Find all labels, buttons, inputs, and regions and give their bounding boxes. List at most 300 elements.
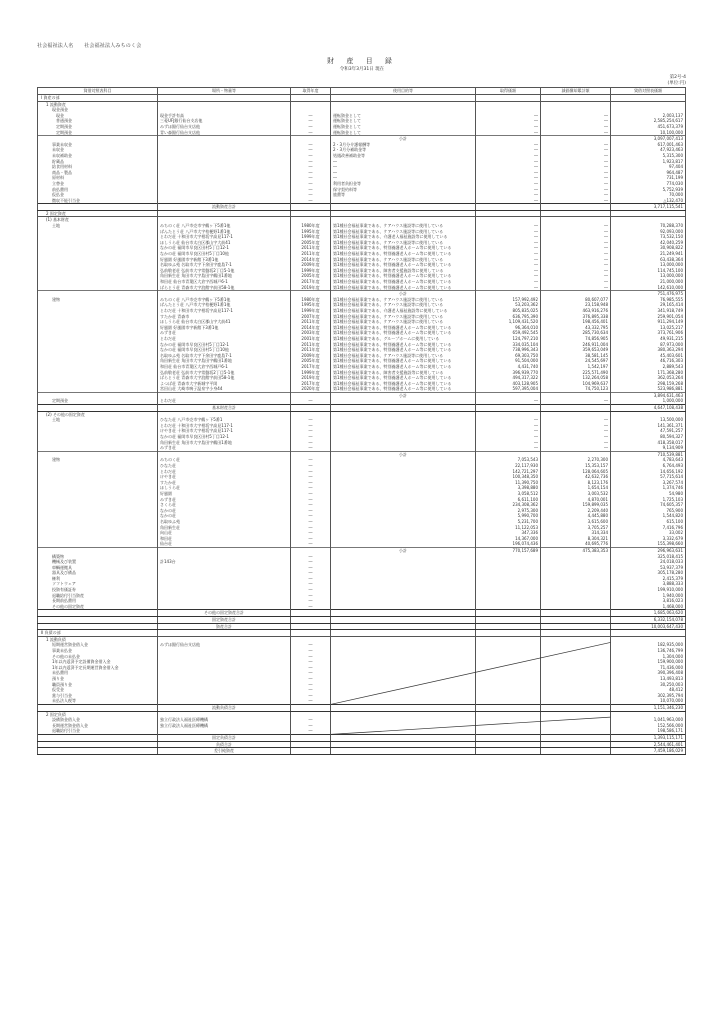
depreciation-cell: ― [541,434,611,440]
acquisition-cell [476,748,541,755]
purpose-cell: 第1種社会福祉事業である、特別養護老人ホーム等に使用している [331,347,476,353]
book-value-cell: 390,396,408 [611,670,686,676]
column-header: 貸借対照表科目 [38,88,158,95]
subject-cell [38,204,158,211]
book-value-cell: 2,889,543 [611,364,686,370]
book-value-cell: 33,002 [611,530,686,536]
book-value-cell: 47,923,463 [611,147,686,153]
acquisition-cell: ― [476,142,541,148]
year-cell: 1999年度 [291,370,331,376]
year-cell: ― [291,593,331,599]
acquisition-cell [476,734,541,741]
location-cell: 和田荘 仙台市青葉区大倉字西城戸6-1 [158,279,291,285]
subject-cell [38,748,158,755]
purpose-cell [331,95,476,102]
acquisition-cell: ― [476,234,541,240]
depreciation-cell [541,734,611,741]
acquisition-cell [476,204,541,211]
depreciation-cell: ― [541,279,611,285]
location-cell: ばらとう荘 青森市大字浪館字前田58-1他 [158,285,291,291]
purpose-cell: 運転資金として [331,130,476,136]
subject-cell [38,734,158,741]
book-value-cell: 615,100 [611,519,686,525]
book-value-cell: 1,041,963,000 [611,717,686,723]
depreciation-cell: ― [541,251,611,257]
org-name: 社会福祉法人みちのく会 [84,43,142,49]
book-value-cell: 1,468,000 [611,604,686,610]
year-cell: ― [291,559,331,565]
year-cell: ― [291,485,331,491]
depreciation-cell: 74,750,123 [541,386,611,392]
purpose-cell: 小計 [331,547,476,553]
year-cell: 2003年度 [291,330,331,336]
depreciation-cell [541,405,611,412]
purpose-cell: ― [331,175,476,181]
acquisition-cell: 770,157,689 [476,547,541,553]
book-value-cell: 3,267,574 [611,480,686,486]
location-cell: みちのく荘 八戸市売市字鶴ヶ下5番1他 [158,223,291,229]
year-cell: 2011年度 [291,347,331,353]
purpose-cell: 第1種社会福祉事業である、特別養護老人ホーム等に使用している [331,381,476,387]
year-cell: ― [291,124,331,130]
book-value-cell: 1,393,115,171 [611,734,686,741]
depreciation-cell: ― [541,198,611,204]
depreciation-cell: 4,445,880 [541,513,611,519]
total-row [38,734,686,741]
location-cell: 計143台 [158,559,291,565]
year-cell: ― [291,565,331,571]
book-value-cell: 97,404 [611,164,686,170]
acquisition-cell: 157,992,492 [476,297,541,303]
subject-cell: 定期預金 [38,130,158,136]
book-value-cell: 10,100,000 [611,130,686,136]
location-cell: 流動資産合計 [158,204,291,211]
book-value-cell: 70,000 [611,192,686,198]
depreciation-cell: 42,632,736 [541,474,611,480]
depreciation-cell: 246,911,004 [541,342,611,348]
depreciation-cell: 15,353,157 [541,463,611,469]
depreciation-cell: ― [541,417,611,423]
location-cell: 名取ゆふ苑 [158,519,291,525]
year-cell: 1999年度 [291,234,331,240]
year-cell: ― [291,417,331,423]
location-cell: 仙台荘 [158,541,291,547]
depreciation-cell: 3,615,600 [541,519,611,525]
depreciation-cell: ― [541,124,611,130]
purpose-cell: 第1種社会福祉事業である、介護老人福祉施設等に使用している [331,234,476,240]
section-row [38,210,686,217]
unit-label: (単位:円) [667,81,686,86]
book-value-cell [611,210,686,217]
location-cell: 宮田山荘 大崎市鳴子温泉字小身44 [158,386,291,392]
book-value-cell: 152,566,000 [611,723,686,729]
acquisition-cell: ― [476,159,541,165]
location-cell: 向山荘 [158,530,291,536]
book-value-cell: 42,040,259 [611,240,686,246]
acquisition-cell: ― [476,229,541,235]
year-cell: ― [291,604,331,610]
acquisition-cell: ― [476,175,541,181]
book-value-cell: 24,018,033 [611,559,686,565]
book-value-cell: 182,935,000 [611,642,686,648]
acquisition-cell: 403,128,905 [476,381,541,387]
year-cell: ― [291,469,331,475]
book-value-cell: 171,368,280 [611,370,686,376]
subject-cell [38,704,158,711]
location-cell: とわだ荘 [158,398,291,404]
location-cell: 負債合計 [158,741,291,748]
year-cell: ― [291,723,331,729]
subject-cell: 長期運営資金借入金 [38,723,158,729]
acquisition-cell: 96,364,010 [476,325,541,331]
book-value-cell [611,95,686,102]
acquisition-cell [476,630,541,637]
location-cell: 好風園 好風園市字新館下3番1他 [158,325,291,331]
book-value-cell: 380,363,294 [611,347,686,353]
location-cell: 独立行政法人福祉医療機構 [158,717,291,723]
subject-cell: 未収金 [38,147,158,153]
subject-cell: 仮受金 [38,687,158,693]
location-cell: みずほ銀行仙台支店他 [158,124,291,130]
location-cell: 青い森銀行仙台支店他 [158,130,291,136]
depreciation-cell: ― [541,118,611,124]
depreciation-cell: 1,542,197 [541,364,611,370]
year-cell: ― [291,147,331,153]
depreciation-cell: ― [541,164,611,170]
book-value-cell: 911,294,149 [611,319,686,325]
acquisition-cell: 4,431,740 [476,364,541,370]
acquisition-cell: ― [476,245,541,251]
depreciation-cell: ― [541,257,611,263]
book-value-cell: 7,416,796 [611,525,686,531]
acquisition-cell: 91,504,000 [476,358,541,364]
org-type-label: 社会福祉法人名 [37,43,74,49]
purpose-cell: 第1種社会福祉事業である、ケアハウス施設等に使用している [331,297,476,303]
acquisition-cell: 805,835,025 [476,308,541,314]
year-cell: ― [291,445,331,451]
depreciation-cell [541,623,611,630]
book-value-cell: 13,500,000 [611,417,686,423]
acquisition-cell: ― [476,198,541,204]
acquisition-cell [476,610,541,617]
book-value-cell: 92,093,000 [611,229,686,235]
property-register-table [37,87,686,755]
total-row [38,204,686,211]
book-value-cell: 3,332,679 [611,536,686,542]
depreciation-cell [541,704,611,711]
depreciation-cell: ― [541,398,611,404]
subject-cell: 権利 [38,576,158,582]
depreciation-cell: 38,581,145 [541,353,611,359]
subject-cell [38,741,158,748]
depreciation-cell: 2,270,300 [541,457,611,463]
acquisition-cell: 659,492,545 [476,330,541,336]
depreciation-cell: ― [541,262,611,268]
subject-cell: 未払法人税等 [38,698,158,704]
purpose-cell: 第1種社会福祉事業である、ケアハウス施設等に使用している [331,240,476,246]
book-value-cell [611,630,686,637]
location-cell: なかの荘 福岡市早良区田村5丁目12-1 [158,342,291,348]
book-value-cell: 1,923,817 [611,159,686,165]
book-value-cell: 71,436,000 [611,665,686,671]
year-cell: ― [291,497,331,503]
subject-cell: その他の固定資産 [38,604,158,610]
location-cell: とわだ荘 [158,469,291,475]
depreciation-cell: 198,456,401 [541,319,611,325]
book-value-cell: 114,745,100 [611,268,686,274]
depreciation-cell: ― [541,147,611,153]
depreciation-cell: 2,209,440 [541,508,611,514]
book-value-cell: 2,003,137 [611,113,686,119]
subject-cell: 2 固定負債 [38,711,158,717]
location-cell: とわだ荘 十和田市大字相坂字高見117-1 [158,308,291,314]
purpose-cell: 第1種社会福祉事業である、ケアハウス施設等に使用している [331,257,476,263]
location-cell: 角田新生荘 角田市大字島田字鶴田1番地 [158,440,291,446]
depreciation-cell: 43,332,795 [541,325,611,331]
book-value-cell: 9,134,909 [611,445,686,451]
subject-cell: 1 流動資産 [38,101,158,107]
acquisition-cell: ― [476,417,541,423]
acquisition-cell: ― [476,130,541,136]
year-cell: 2017年度 [291,381,331,387]
purpose-cell: 第1種社会福祉事業である、特別養護老人ホーム等に使用している [331,325,476,331]
page-number: 第2号-4 [669,75,686,80]
subject-cell: 器具及び備品 [38,570,158,576]
location-cell: ぱんたとう荘 八戸市大字桔梗野1番1他 [158,302,291,308]
book-value-cell: 21,000,000 [611,279,686,285]
year-cell: 2020年度 [291,386,331,392]
depreciation-cell [541,630,611,637]
subject-cell: 建物 [38,297,158,303]
acquisition-cell: 22,117,930 [476,463,541,469]
year-cell: ― [291,508,331,514]
year-cell: 2011年度 [291,245,331,251]
book-value-cell: 13,000,000 [611,262,686,268]
subject-cell: ソフトウェア [38,581,158,587]
year-cell: ― [291,519,331,525]
year-cell: ― [291,536,331,542]
year-cell: 2014年度 [291,325,331,331]
acquisition-cell [476,95,541,102]
location-cell: その他の固定資産合計 [158,610,291,617]
subject-cell: 土地 [38,223,158,229]
subject-cell: 車輌運搬具 [38,565,158,571]
location-cell [158,630,291,637]
year-cell: 2005年度 [291,240,331,246]
acquisition-cell: ― [476,445,541,451]
purpose-cell: ― [331,164,476,170]
location-cell: なかの荘 [158,513,291,519]
location-cell: 角田新生荘 [158,525,291,531]
book-value-cell: 141,361,371 [611,423,686,429]
acquisition-cell: 3,058,512 [476,491,541,497]
purpose-cell: 運転資金として [331,113,476,119]
depreciation-cell: 225,571,490 [541,370,611,376]
organization-header [37,42,150,49]
year-cell: ― [291,570,331,576]
book-value-cell: 155,398,660 [611,541,686,547]
book-value-cell: 1,940,000 [611,593,686,599]
year-cell: ― [291,130,331,136]
location-cell: ひなた荘 [158,463,291,469]
depreciation-cell: ― [541,175,611,181]
purpose-cell: 2・3月分補助金等 [331,147,476,153]
book-value-cell: 47,591,257 [611,428,686,434]
subject-cell: 2 固定資産 [38,210,158,217]
location-cell: 好風園 好風園市字新館下3番1他 [158,257,291,263]
year-cell: ― [291,423,331,429]
purpose-cell: 保守契約料等 [331,187,476,193]
acquisition-cell: 196,074,436 [476,541,541,547]
location-cell: 独立行政法人福祉医療機構 [158,723,291,729]
purpose-cell: 第1種社会福祉事業である、特別養護老人ホーム等に使用している [331,386,476,392]
year-cell: ― [291,654,331,660]
book-value-cell: 199,910,000 [611,587,686,593]
location-cell: みずほ銀行仙台支店他 [158,642,291,648]
subject-cell: I 資産の部 [38,95,158,102]
table-body [38,95,686,755]
year-cell: ― [291,118,331,124]
total-row [38,748,686,755]
depreciation-cell: 80,607,077 [541,297,611,303]
total-row [38,617,686,624]
depreciation-cell [541,748,611,755]
depreciation-cell: ― [541,273,611,279]
document-date: 令和3年3月31日 現在 [339,67,385,72]
subject-cell: 土地 [38,417,158,423]
subject-cell: 給食用材料 [38,164,158,170]
year-cell: ― [291,728,331,734]
year-cell: 2019年度 [291,375,331,381]
location-cell: 固定負債合計 [158,734,291,741]
depreciation-cell: ― [541,234,611,240]
purpose-cell [331,741,476,748]
acquisition-cell: 11,390,750 [476,480,541,486]
year-cell: ― [291,170,331,176]
year-cell: ― [291,474,331,480]
acquisition-cell: ― [476,181,541,187]
acquisition-cell: 347,336 [476,530,541,536]
book-value-cell: 5,752,939 [611,187,686,193]
subject-cell: (1) 基本財産 [38,217,158,223]
depreciation-cell [541,210,611,217]
page-info [667,75,686,87]
purpose-cell [331,405,476,412]
book-value-cell: 341,918,749 [611,308,686,314]
column-header: 取得価額 [476,88,541,95]
year-cell: ― [291,530,331,536]
year-cell [291,734,331,741]
acquisition-cell: ― [476,428,541,434]
book-value-cell: 159,900,000 [611,659,686,665]
acquisition-cell: 11,122,053 [476,525,541,531]
book-value-cell: 73,532,150 [611,234,686,240]
book-value-cell: 76,985,555 [611,297,686,303]
year-cell: 1980年度 [291,297,331,303]
purpose-cell: 第1種社会福祉事業である、特別養護老人ホーム等に使用している [331,285,476,291]
acquisition-cell: 334,035,104 [476,342,541,348]
year-cell: ― [291,513,331,519]
purpose-cell: ― [331,170,476,176]
acquisition-cell: 396,939,770 [476,370,541,376]
location-cell [158,95,291,102]
depreciation-cell: ― [541,181,611,187]
subject-cell: 定期預金 [38,398,158,404]
acquisition-cell: ― [476,124,541,130]
acquisition-cell: ― [476,147,541,153]
book-value-cell: 3,097,007,413 [611,136,686,142]
column-header: 貸借対照表価額 [611,88,686,95]
subject-cell: 仮払金 [38,192,158,198]
location-cell: ぱんたとう荘 八戸市大字桔梗野1番1他 [158,229,291,235]
acquisition-cell: 2,975,300 [476,508,541,514]
year-cell [291,204,331,211]
location-cell: 資産合計 [158,623,291,630]
subject-cell: 預り金 [38,676,158,682]
book-value-cell: 710,539,881 [611,451,686,457]
subject-cell: 1年以内返済予定設備資金借入金 [38,659,158,665]
depreciation-cell: ― [541,245,611,251]
acquisition-cell: ― [476,268,541,274]
subject-cell: 短期運営資金借入金 [38,642,158,648]
depreciation-cell: 3,705,257 [541,525,611,531]
depreciation-cell: 463,916,276 [541,308,611,314]
subject-cell: 投資有価証券 [38,587,158,593]
subject-cell: 1 流動負債 [38,636,158,642]
acquisition-cell: 3,398,880 [476,485,541,491]
depreciation-cell [541,610,611,617]
subject-cell: 1年以内返済予定長期運営資金借入金 [38,665,158,671]
year-cell [291,741,331,748]
year-cell [291,210,331,217]
location-cell: とわだ荘 [158,336,291,342]
acquisition-cell: 7,053,543 [476,457,541,463]
book-value-cell: 305,178,280 [611,570,686,576]
book-value-cell: 2,585,254,617 [611,118,686,124]
purpose-cell: ― [331,159,476,165]
year-cell: 2009年度 [291,262,331,268]
book-value-cell: 325,018,415 [611,554,686,560]
book-value-cell: 2,415,379 [611,576,686,582]
acquisition-cell: ― [476,192,541,198]
subject-cell [38,623,158,630]
book-value-cell: 1,685,063,620 [611,610,686,617]
subject-cell: 現金 [38,113,158,119]
depreciation-cell: 376,895,338 [541,314,611,320]
acquisition-cell [476,741,541,748]
year-cell: ― [291,113,331,119]
year-cell: ― [291,682,331,688]
purpose-cell [331,210,476,217]
acquisition-cell: 5,231,700 [476,519,541,525]
book-value-cell: 451,673,379 [611,124,686,130]
subject-cell: 原材料 [38,175,158,181]
book-value-cell: 373,761,906 [611,330,686,336]
year-cell: 2019年度 [291,285,331,291]
purpose-cell [331,748,476,755]
location-cell: ほしうら荘 [158,485,291,491]
depreciation-cell: 23,158,948 [541,302,611,308]
subject-cell: (2) その他の固定資産 [38,411,158,417]
purpose-cell: 運転資金として [331,118,476,124]
location-cell: 名取ゆふ苑 名取市大字下余田字鹿島7-1 [158,353,291,359]
year-cell: ― [291,159,331,165]
section-row [38,630,686,637]
depreciation-cell: 8,123,176 [541,480,611,486]
book-value-cell: 617,001,463 [611,142,686,148]
book-value-cell: 13,025,217 [611,325,686,331]
year-cell: ― [291,428,331,434]
